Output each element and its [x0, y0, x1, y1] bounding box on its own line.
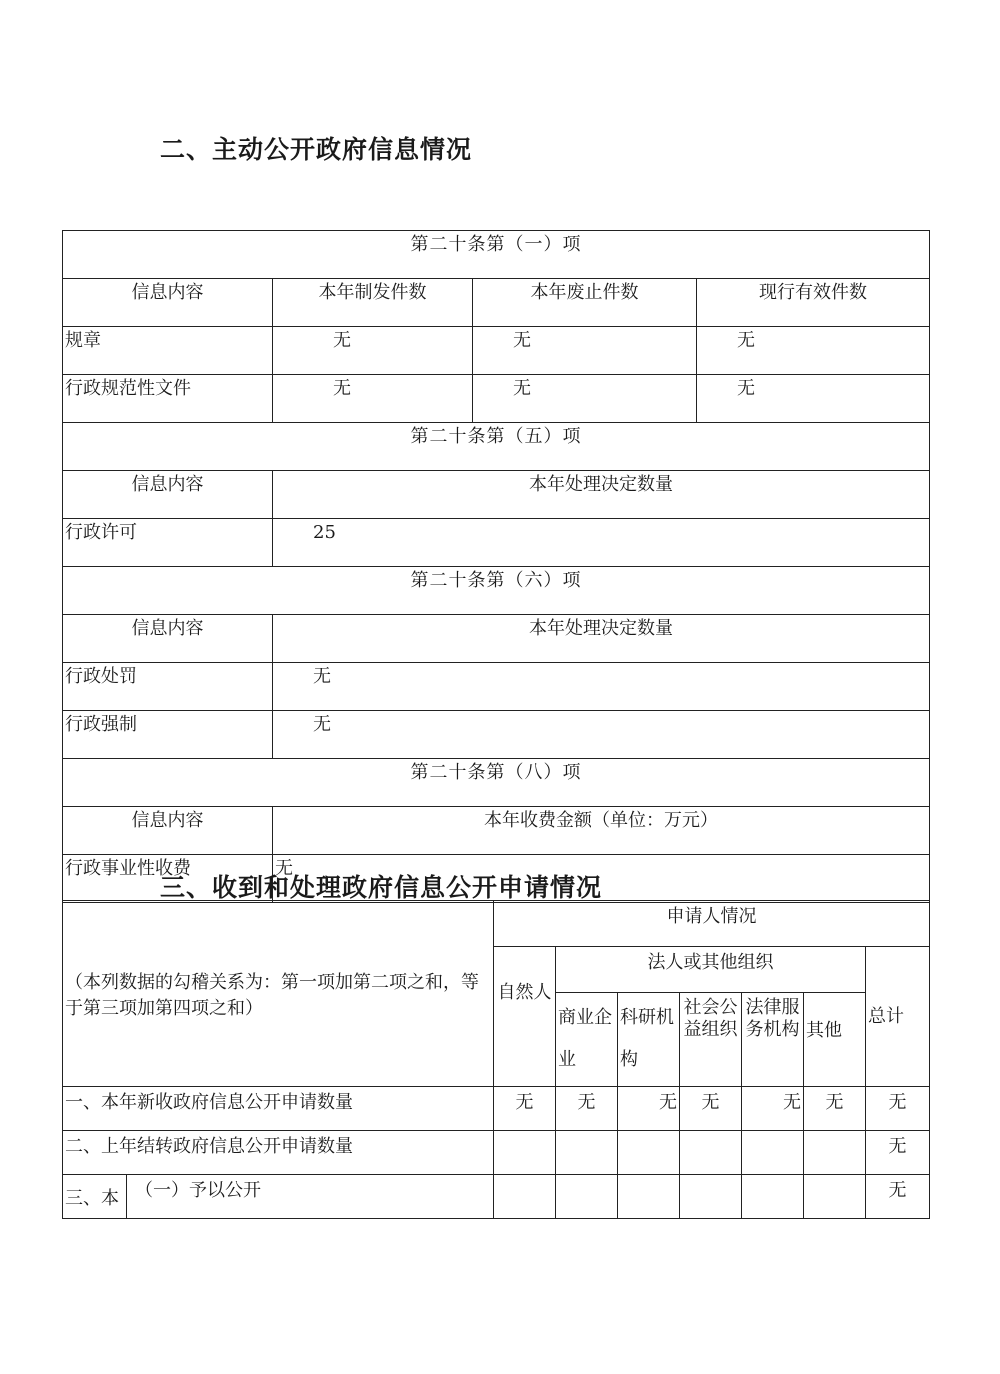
row-label: 三、本: [63, 1175, 127, 1219]
cell-value: 无: [697, 327, 930, 375]
header-decisions: 本年处理决定数量: [273, 615, 930, 663]
cell-value: [494, 1131, 556, 1175]
table-row: [63, 759, 930, 807]
header-info-content: 信息内容: [63, 471, 273, 519]
table-row: [63, 471, 930, 519]
cell-value: 无: [473, 327, 697, 375]
cell-value: 25: [273, 519, 930, 567]
cell-value: [618, 1175, 680, 1219]
cell-value: 无: [697, 375, 930, 423]
cell-value: 无: [866, 1087, 930, 1131]
table-row: [63, 279, 930, 327]
header-info-content: 信息内容: [63, 807, 273, 855]
art20-6-title: 第二十条第（六）项: [63, 567, 930, 615]
cell-value: [680, 1175, 742, 1219]
row-sublabel: （一）予以公开: [127, 1175, 494, 1219]
row-label: 行政事业性收费: [63, 855, 273, 903]
table-row: [63, 807, 930, 855]
cell-value: [742, 1175, 804, 1219]
header-info-content: 信息内容: [63, 615, 273, 663]
row-label: 行政许可: [63, 519, 273, 567]
proactive-disclosure-table: [62, 230, 930, 903]
art20-8-title: 第二十条第（八）项: [63, 759, 930, 807]
table-row: [63, 327, 930, 375]
cell-value: [742, 1131, 804, 1175]
cell-value: 无: [273, 663, 930, 711]
header-decisions: 本年处理决定数量: [273, 471, 930, 519]
header-effective: 现行有效件数: [697, 279, 930, 327]
header-abolished: 本年废止件数: [473, 279, 697, 327]
legal-entity-header: 法人或其他组织: [556, 947, 866, 993]
section2-title: 二、主动公开政府信息情况: [160, 135, 473, 164]
header-info-content: 信息内容: [63, 279, 273, 327]
cell-value: 无: [494, 1087, 556, 1131]
section3-title: 三、收到和处理政府信息公开申请情况: [160, 873, 603, 902]
row-label: 行政处罚: [63, 663, 273, 711]
table-row: [63, 423, 930, 471]
row-label: 二、上年结转政府信息公开申请数量: [63, 1131, 494, 1175]
cell-value: 无: [804, 1087, 866, 1131]
cell-value: [618, 1131, 680, 1175]
table-row: [63, 375, 930, 423]
row-label: 行政强制: [63, 711, 273, 759]
cell-value: 无: [556, 1087, 618, 1131]
table-row: [63, 1087, 930, 1131]
requests-table: [62, 900, 930, 1219]
row-label: 行政规范性文件: [63, 375, 273, 423]
table-row: [63, 567, 930, 615]
type-legal-service: 法律服务机构: [742, 993, 804, 1087]
art20-5-title: 第二十条第（五）项: [63, 423, 930, 471]
header-fee-amount: 本年收费金额（单位：万元）: [273, 807, 930, 855]
note-cell: （本列数据的勾稽关系为：第一项加第二项之和，等于第三项加第四项之和）: [63, 901, 494, 1087]
table-row: [63, 663, 930, 711]
cell-value: [494, 1175, 556, 1219]
cell-value: 无: [273, 375, 473, 423]
type-research: 科研机构: [618, 993, 680, 1087]
cell-value: [680, 1131, 742, 1175]
table-row: [63, 901, 930, 947]
art20-1-title: 第二十条第（一）项: [63, 231, 930, 279]
row-label: 规章: [63, 327, 273, 375]
cell-value: 无: [473, 375, 697, 423]
type-public-welfare: 社会公益组织: [680, 993, 742, 1087]
cell-value: [556, 1131, 618, 1175]
cell-value: [556, 1175, 618, 1219]
table-row: [63, 1175, 930, 1219]
cell-value: 无: [618, 1087, 680, 1131]
table-row: [63, 711, 930, 759]
cell-value: 无: [273, 855, 930, 903]
row-label: 一、本年新收政府信息公开申请数量: [63, 1087, 494, 1131]
cell-value: 无: [273, 327, 473, 375]
type-commercial: 商业企业: [556, 993, 618, 1087]
cell-value: [804, 1175, 866, 1219]
cell-value: 无: [866, 1131, 930, 1175]
cell-value: 无: [742, 1087, 804, 1131]
cell-value: [804, 1131, 866, 1175]
table-row: [63, 519, 930, 567]
natural-person-header: 自然人: [494, 947, 556, 1087]
table-row: [63, 1131, 930, 1175]
header-issued: 本年制发件数: [273, 279, 473, 327]
table-row: [63, 231, 930, 279]
total-header: 总计: [866, 947, 930, 1087]
applicant-header: 申请人情况: [494, 901, 930, 947]
cell-value: 无: [866, 1175, 930, 1219]
type-other: 其他: [804, 993, 866, 1087]
table-row: [63, 615, 930, 663]
cell-value: 无: [680, 1087, 742, 1131]
cell-value: 无: [273, 711, 930, 759]
